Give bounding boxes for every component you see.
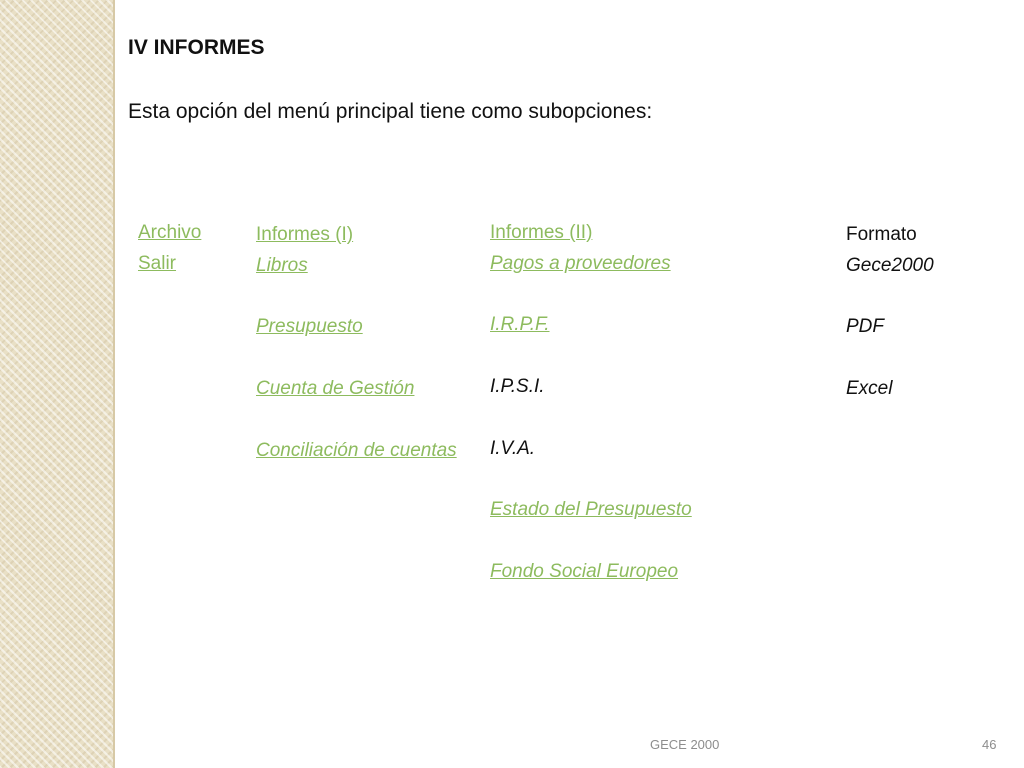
spacer bbox=[490, 526, 692, 557]
irpf-link[interactable]: I.R.P.F. bbox=[490, 314, 550, 336]
ipsi-text: I.P.S.I. bbox=[490, 375, 545, 397]
footer-title: GECE 2000 bbox=[650, 737, 720, 752]
salir-link[interactable]: Salir bbox=[138, 252, 177, 274]
spacer bbox=[490, 464, 692, 495]
spacer bbox=[256, 282, 457, 313]
gece2000-option: Gece2000 bbox=[846, 254, 934, 276]
excel-option: Excel bbox=[846, 377, 893, 399]
estado-del-presupuesto-link[interactable]: Estado del Presupuesto bbox=[490, 499, 692, 521]
spacer bbox=[490, 280, 692, 311]
pagos-a-proveedores-link[interactable]: Pagos a proveedores bbox=[490, 252, 671, 274]
archivo-link[interactable]: Archivo bbox=[138, 222, 202, 243]
formato-header: Formato bbox=[846, 224, 917, 245]
presupuesto-link[interactable]: Presupuesto bbox=[256, 316, 363, 338]
column-archivo bbox=[138, 218, 201, 280]
fondo-social-europeo-link[interactable]: Fondo Social Europeo bbox=[490, 560, 679, 582]
spacer bbox=[256, 405, 457, 436]
decorative-side-band bbox=[0, 0, 115, 768]
pdf-option: PDF bbox=[846, 316, 884, 338]
spacer bbox=[490, 403, 692, 434]
spacer bbox=[846, 282, 934, 313]
slide-title: IV INFORMES bbox=[128, 36, 265, 59]
iva-text: I.V.A. bbox=[490, 437, 536, 459]
column-informes-2 bbox=[490, 218, 692, 588]
conciliacion-de-cuentas-link[interactable]: Conciliación de cuentas bbox=[256, 439, 457, 461]
column-informes-1 bbox=[256, 220, 457, 466]
informes-2-link[interactable]: Informes (II) bbox=[490, 222, 593, 243]
spacer bbox=[846, 343, 934, 374]
spacer bbox=[256, 343, 457, 374]
column-formato bbox=[846, 220, 934, 405]
libros-link[interactable]: Libros bbox=[256, 254, 308, 276]
intro-text: Esta opción del menú principal tiene como subopciones: bbox=[128, 100, 653, 123]
informes-1-link[interactable]: Informes (I) bbox=[256, 224, 354, 245]
page-number: 46 bbox=[982, 737, 997, 752]
spacer bbox=[490, 341, 692, 372]
cuenta-de-gestion-link[interactable]: Cuenta de Gestión bbox=[256, 377, 415, 399]
